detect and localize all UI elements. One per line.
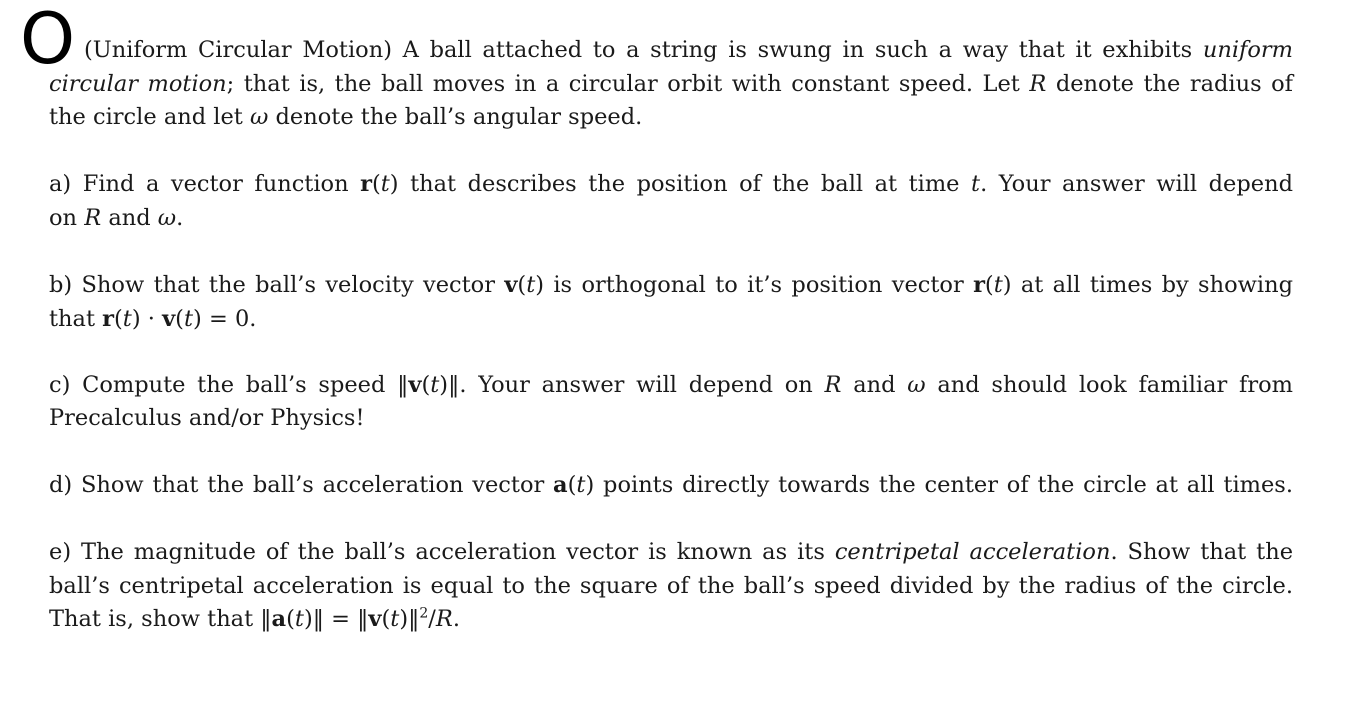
part-c-text-4: Precalculus and/or Physics! — [49, 405, 365, 431]
math-R: R — [824, 372, 842, 398]
math-dot: · — [147, 306, 155, 332]
part-b-text-1: b) Show that the ball’s velocity vector — [49, 272, 495, 298]
math-v-vec: v — [408, 372, 422, 398]
math-R: R — [435, 606, 453, 632]
problem-marker: O — [20, 0, 76, 80]
math-t: t — [430, 372, 440, 398]
part-c-text-3: and should look familiar from — [937, 372, 1293, 398]
math-t: t — [390, 606, 400, 632]
paren: ) — [389, 171, 399, 197]
part-c-text-2: . Your answer will depend on — [459, 372, 813, 398]
period: . — [176, 205, 184, 231]
part-d-text-1: d) Show that the ball’s acceleration vector — [49, 472, 545, 498]
intro-emph-1: uniform — [1202, 37, 1294, 63]
intro-line-2 — [49, 70, 1293, 98]
part-e-text-2: . Show that the — [1110, 539, 1294, 565]
math-t: t — [183, 306, 193, 332]
math-t: t — [993, 272, 1003, 298]
intro-text-2a: ; that is, the ball moves in a circular orbit with constant speed. Let — [226, 71, 1020, 97]
part-e-text-4: That is, show that — [49, 606, 254, 632]
part-e-line-3: That is, show that ‖a(t)‖ = ‖v(t)‖$^2$/R. — [49, 605, 460, 632]
math-t: t — [526, 272, 536, 298]
math-exponent: 2 — [419, 605, 429, 622]
math-t: t — [380, 171, 390, 197]
intro-line-1 — [84, 36, 1293, 64]
part-a-text-5: and — [108, 205, 151, 231]
math-omega: ω — [157, 205, 177, 231]
math-r-vec: r — [102, 306, 115, 332]
math-equals: = — [331, 606, 351, 632]
part-a-line-2 — [49, 204, 1293, 232]
part-a-text-3: . Your answer will depend — [980, 171, 1293, 197]
math-t: t — [294, 606, 304, 632]
part-e-emph: centripetal acceleration — [834, 539, 1111, 565]
part-e-text-3: ball’s centripetal acceleration is equal to the square of the ball’s speed divided by the radius of the circle. — [49, 573, 1293, 599]
math-R: R — [84, 205, 102, 231]
intro-text-1: A ball attached to a string is swung in such a way that it exhibits — [402, 37, 1193, 63]
part-c-line-2 — [49, 404, 1293, 432]
part-d-line-1: d) Show that the ball’s acceleration vector a(t) points directly towards the center of the circle at all times. — [49, 472, 1293, 498]
part-e-text-1: e) The magnitude of the ball’s acceleration vector is known as its — [49, 539, 825, 565]
math-t: t — [122, 306, 132, 332]
intro-line-3 — [49, 103, 1293, 131]
intro-emph-2: circular motion — [49, 71, 227, 97]
part-c-line-1: c) Compute the ball’s speed ‖v(t)‖. Your answer will depend on R and ω and should look familiar from — [49, 372, 1293, 398]
part-a-line-1 — [49, 170, 1293, 198]
math-R: R — [1029, 71, 1047, 97]
part-b-text-4: that — [49, 306, 95, 332]
math-eq-zero: = 0. — [208, 306, 257, 332]
norm-close: ‖ — [448, 372, 460, 398]
part-e-line-2 — [49, 572, 1293, 600]
and-text: and — [853, 372, 896, 398]
math-v-vec: v — [162, 306, 176, 332]
math-t: t — [971, 171, 981, 197]
math-r-vec: r — [360, 171, 372, 197]
math-omega: ω — [250, 104, 269, 130]
math-v-vec: v — [368, 606, 382, 632]
part-b-text-3: at all times by showing — [1020, 272, 1293, 298]
math-a-vec: a — [271, 606, 287, 632]
part-c-text-1: c) Compute the ball’s speed — [49, 372, 386, 398]
math-a-vec: a — [553, 472, 568, 498]
problem-title: (Uniform Circular Motion) — [84, 37, 392, 63]
intro-text-2b: denote the radius of — [1055, 71, 1293, 97]
part-e-line-1 — [49, 538, 1293, 566]
math-v-vec: v — [504, 272, 518, 298]
math-omega: ω — [907, 372, 926, 398]
math-r-vec: r — [973, 272, 985, 298]
part-b-line-1: b) Show that the ball’s velocity vector v(t) is orthogonal to it’s position vector r(t) at all times by showing — [49, 272, 1293, 298]
part-b-text-2: is orthogonal to it’s position vector — [553, 272, 964, 298]
intro-text-3a: the circle and let — [49, 104, 243, 130]
norm-open: ‖ — [397, 372, 409, 398]
part-a-text-4: on — [49, 205, 78, 231]
part-a-text-2: that describes the position of the ball at time — [410, 171, 960, 197]
period: . — [452, 606, 460, 632]
paren: ( — [371, 171, 381, 197]
part-a-text-1: a) Find a vector function — [49, 171, 349, 197]
part-b-line-2: that r(t) · v(t) = 0. — [49, 306, 257, 332]
intro-text-3b: denote the ball’s angular speed. — [275, 104, 643, 130]
math-t: t — [576, 472, 586, 498]
part-d-text-2: points directly towards the center of the circle at all times. — [603, 472, 1293, 498]
